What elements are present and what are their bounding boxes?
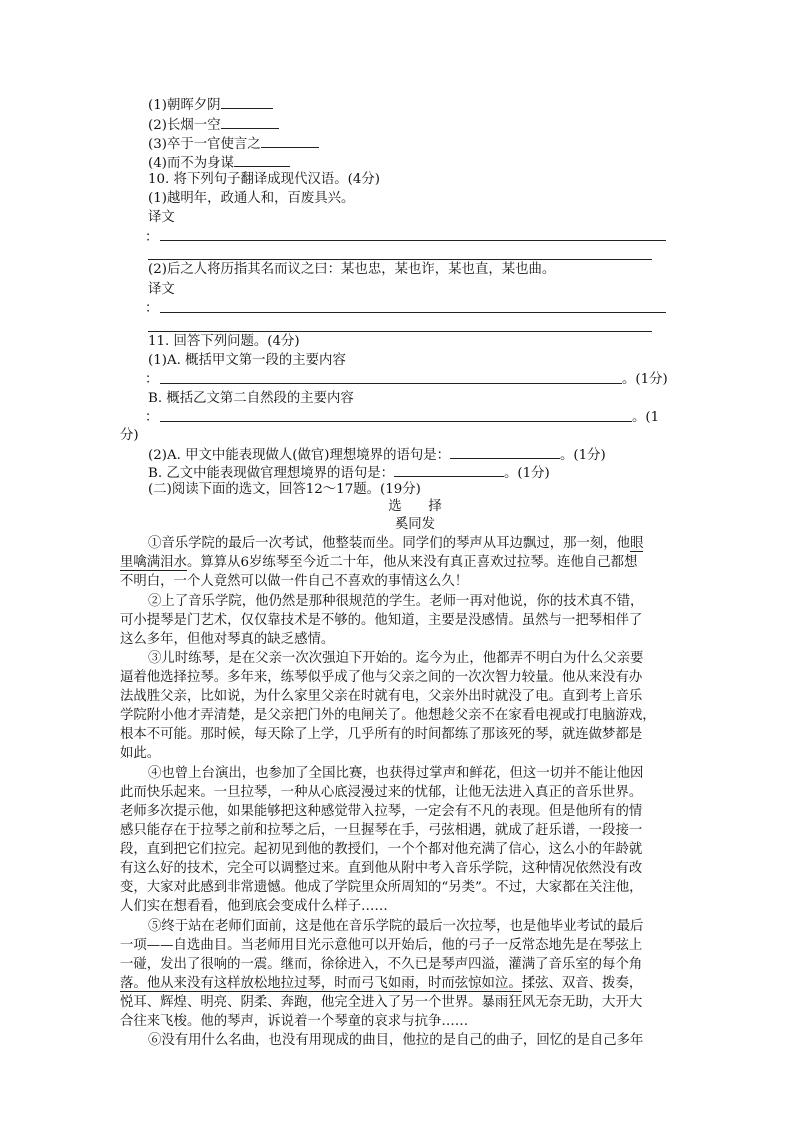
q11-heading: 11. 回答下列问题。(4分) — [148, 334, 300, 349]
section-heading: (二)阅读下面的选文，回答12～17题。(19分) — [148, 482, 421, 497]
paragraph-5-line: 落。他从来没有这样放松地拉过琴，时而弓飞如雨，时而弦惊如泣。揉弦、双音、拨奏， — [120, 976, 643, 991]
answer-blank[interactable] — [234, 152, 290, 167]
paragraph-4-line: 老师多次提示他，如果能够把这种感觉带入拉琴，一定会有不凡的表现。但是他所有的情 — [120, 804, 643, 819]
q9-item-4: (4)而不为身谋 — [148, 152, 290, 174]
paragraph-4-line: 有这么好的技术，完全可以调整过来。直到他从附中考入音乐学院，这种情况依然没有改 — [120, 861, 643, 876]
answer-blank[interactable] — [261, 133, 319, 148]
answer-line[interactable] — [160, 421, 632, 422]
q10-sentence-2: (2)后之人将历指其名而议之曰：某也忠，某也诈，某也直，某也曲。 — [148, 262, 556, 277]
paragraph-5-line: 一碰，发出了很响的一震。继而，徐徐进入，不久已是琴声四溢，灌满了音乐室的每个角 — [120, 957, 643, 972]
translation-label: 译文 — [148, 282, 175, 297]
paragraph-2-line: 这么多年，但他对琴真的缺乏感情。 — [120, 632, 335, 647]
translation-colon: ： — [145, 301, 159, 316]
q11-part2a: (2)A. 甲文中能表现做人(做官)理想境界的语句是： 。(1分) — [148, 444, 606, 466]
paragraph-1-line: 不明白，一个人竟然可以做一件自己不喜欢的事情这么久！ — [120, 574, 469, 589]
paragraph-6-line: ⑥没有用什么名曲，也没有用现成的曲目，他拉的是自己的曲子，回忆的是自己多年 — [148, 1033, 644, 1048]
q11-part1b: B. 概括乙文第二自然段的主要内容 — [148, 391, 354, 406]
paragraph-3-line: 法战胜父亲，比如说，为什么家里父亲在时就有电，父亲外出时就没了电。直到考上音乐 — [120, 689, 643, 704]
paragraph-4-line: 段，直到把它们拉完。起初见到他的教授们，一个个都对他充满了信心，这么小的年龄就 — [120, 842, 643, 857]
paragraph-5-line: ⑤终于站在老师们面前，这是他在音乐学院的最后一次拉琴，也是他毕业考试的最后 — [148, 919, 644, 934]
paragraph-4-line: 人们实在想看看，他到底会变成什么样子…… — [120, 899, 388, 914]
paragraph-3-line: 如此。 — [120, 746, 161, 761]
answer-blank[interactable] — [221, 114, 279, 129]
q11-part2b: B. 乙文中能表现做官理想境界的语句是： 。(1分) — [148, 462, 550, 484]
paragraph-5-line: 悦耳、辉煌、明亮、阴柔、奔跑，他完全进入了另一个世界。暴雨狂风无奈无助，大开大 — [120, 995, 643, 1010]
score-note-cont: 分) — [120, 428, 139, 443]
q9-item-3: (3)卒于一官使言之 — [148, 133, 319, 155]
paragraph-3-line: 根本不可能。那时候，每天除了上学，几乎所有的时间都练了那该死的琴，就连做梦都是 — [120, 727, 643, 742]
paragraph-5-line: 合往来飞梭。他的琴声，诉说着一个琴童的哀求与抗争…… — [120, 1014, 469, 1029]
answer-blank[interactable] — [450, 444, 560, 459]
answer-line[interactable] — [160, 383, 622, 384]
paragraph-3-line: 逼着他选择拉琴。多年来，练琴似乎成了他与父亲之间的一次次智力较量。他从来没有办 — [120, 670, 643, 685]
colon: ： — [145, 410, 159, 425]
q9-item-2: (2)长烟一空 — [148, 114, 279, 136]
paragraph-4-line: 变，大家对此感到非常遗憾。他成了学院里众所周知的“另类”。不过，大家都在关注他， — [120, 880, 643, 895]
answer-blank[interactable] — [394, 462, 504, 477]
answer-line[interactable] — [160, 312, 666, 313]
q11-part1a: (1)A. 概括甲文第一段的主要内容 — [148, 353, 346, 368]
paragraph-1-line: 里噙满泪水。算算从6岁练琴至今近二十年，他从来没有真正喜欢过拉琴。连他自己都想 — [120, 555, 638, 570]
colon: ： — [145, 372, 159, 387]
paragraph-4-line: 此而快乐起来。一旦拉琴，一种从心底浸漫过来的忧郁，让他无法进入真正的音乐世界。 — [120, 785, 643, 800]
paragraph-3-line: 学院附小他才弄清楚，是父亲把门外的电闸关了。他想趁父亲不在家看电视或打电脑游戏， — [120, 708, 656, 723]
paragraph-4-line: ④也曾上台演出，也参加了全国比赛，也获得过掌声和鲜花，但这一切并不能让他因 — [148, 766, 644, 781]
paragraph-3-line: ③儿时练琴，是在父亲一次次强迫下开始的。迄今为止，他都弄不明白为什么父亲要 — [148, 651, 644, 666]
paragraph-2-line: ②上了音乐学院，他仍然是那种很规范的学生。老师一再对他说，你的技术真不错， — [148, 594, 644, 609]
answer-blank[interactable] — [221, 94, 273, 109]
translation-label: 译文 — [148, 210, 175, 225]
score-note: 。(1 — [632, 410, 660, 425]
q10-sentence-1: (1)越明年，政通人和，百废具兴。 — [148, 191, 355, 206]
passage-author: 奚同发 — [394, 517, 436, 532]
passage-title: 选 择 — [388, 499, 442, 514]
paragraph-1-line: ①音乐学院的最后一次考试，他整装而坐。同学们的琴声从耳边飘过，那一刻，他眼 — [148, 536, 644, 551]
q9-item-1: (1)朝晖夕阴 — [148, 94, 273, 116]
answer-line[interactable] — [160, 240, 666, 241]
translation-colon: ： — [145, 230, 159, 245]
paragraph-2-line: 可小提琴是门艺术，仅仅靠技术是不够的。他知道，主要是没感情。虽然与一把琴相伴了 — [120, 613, 643, 628]
q10-heading: 10. 将下列句子翻译成现代汉语。(4分) — [148, 172, 380, 187]
paragraph-4-line: 感只能存在于拉琴之前和拉琴之后，一旦握琴在手，弓弦相遇，就成了赶乐谱，一段接一 — [120, 823, 643, 838]
paragraph-5-line: 一项——自选曲目。当老师用目光示意他可以开始后，他的弓子一反常态地先是在琴弦上 — [120, 938, 643, 953]
score-note: 。(1分) — [622, 372, 668, 387]
